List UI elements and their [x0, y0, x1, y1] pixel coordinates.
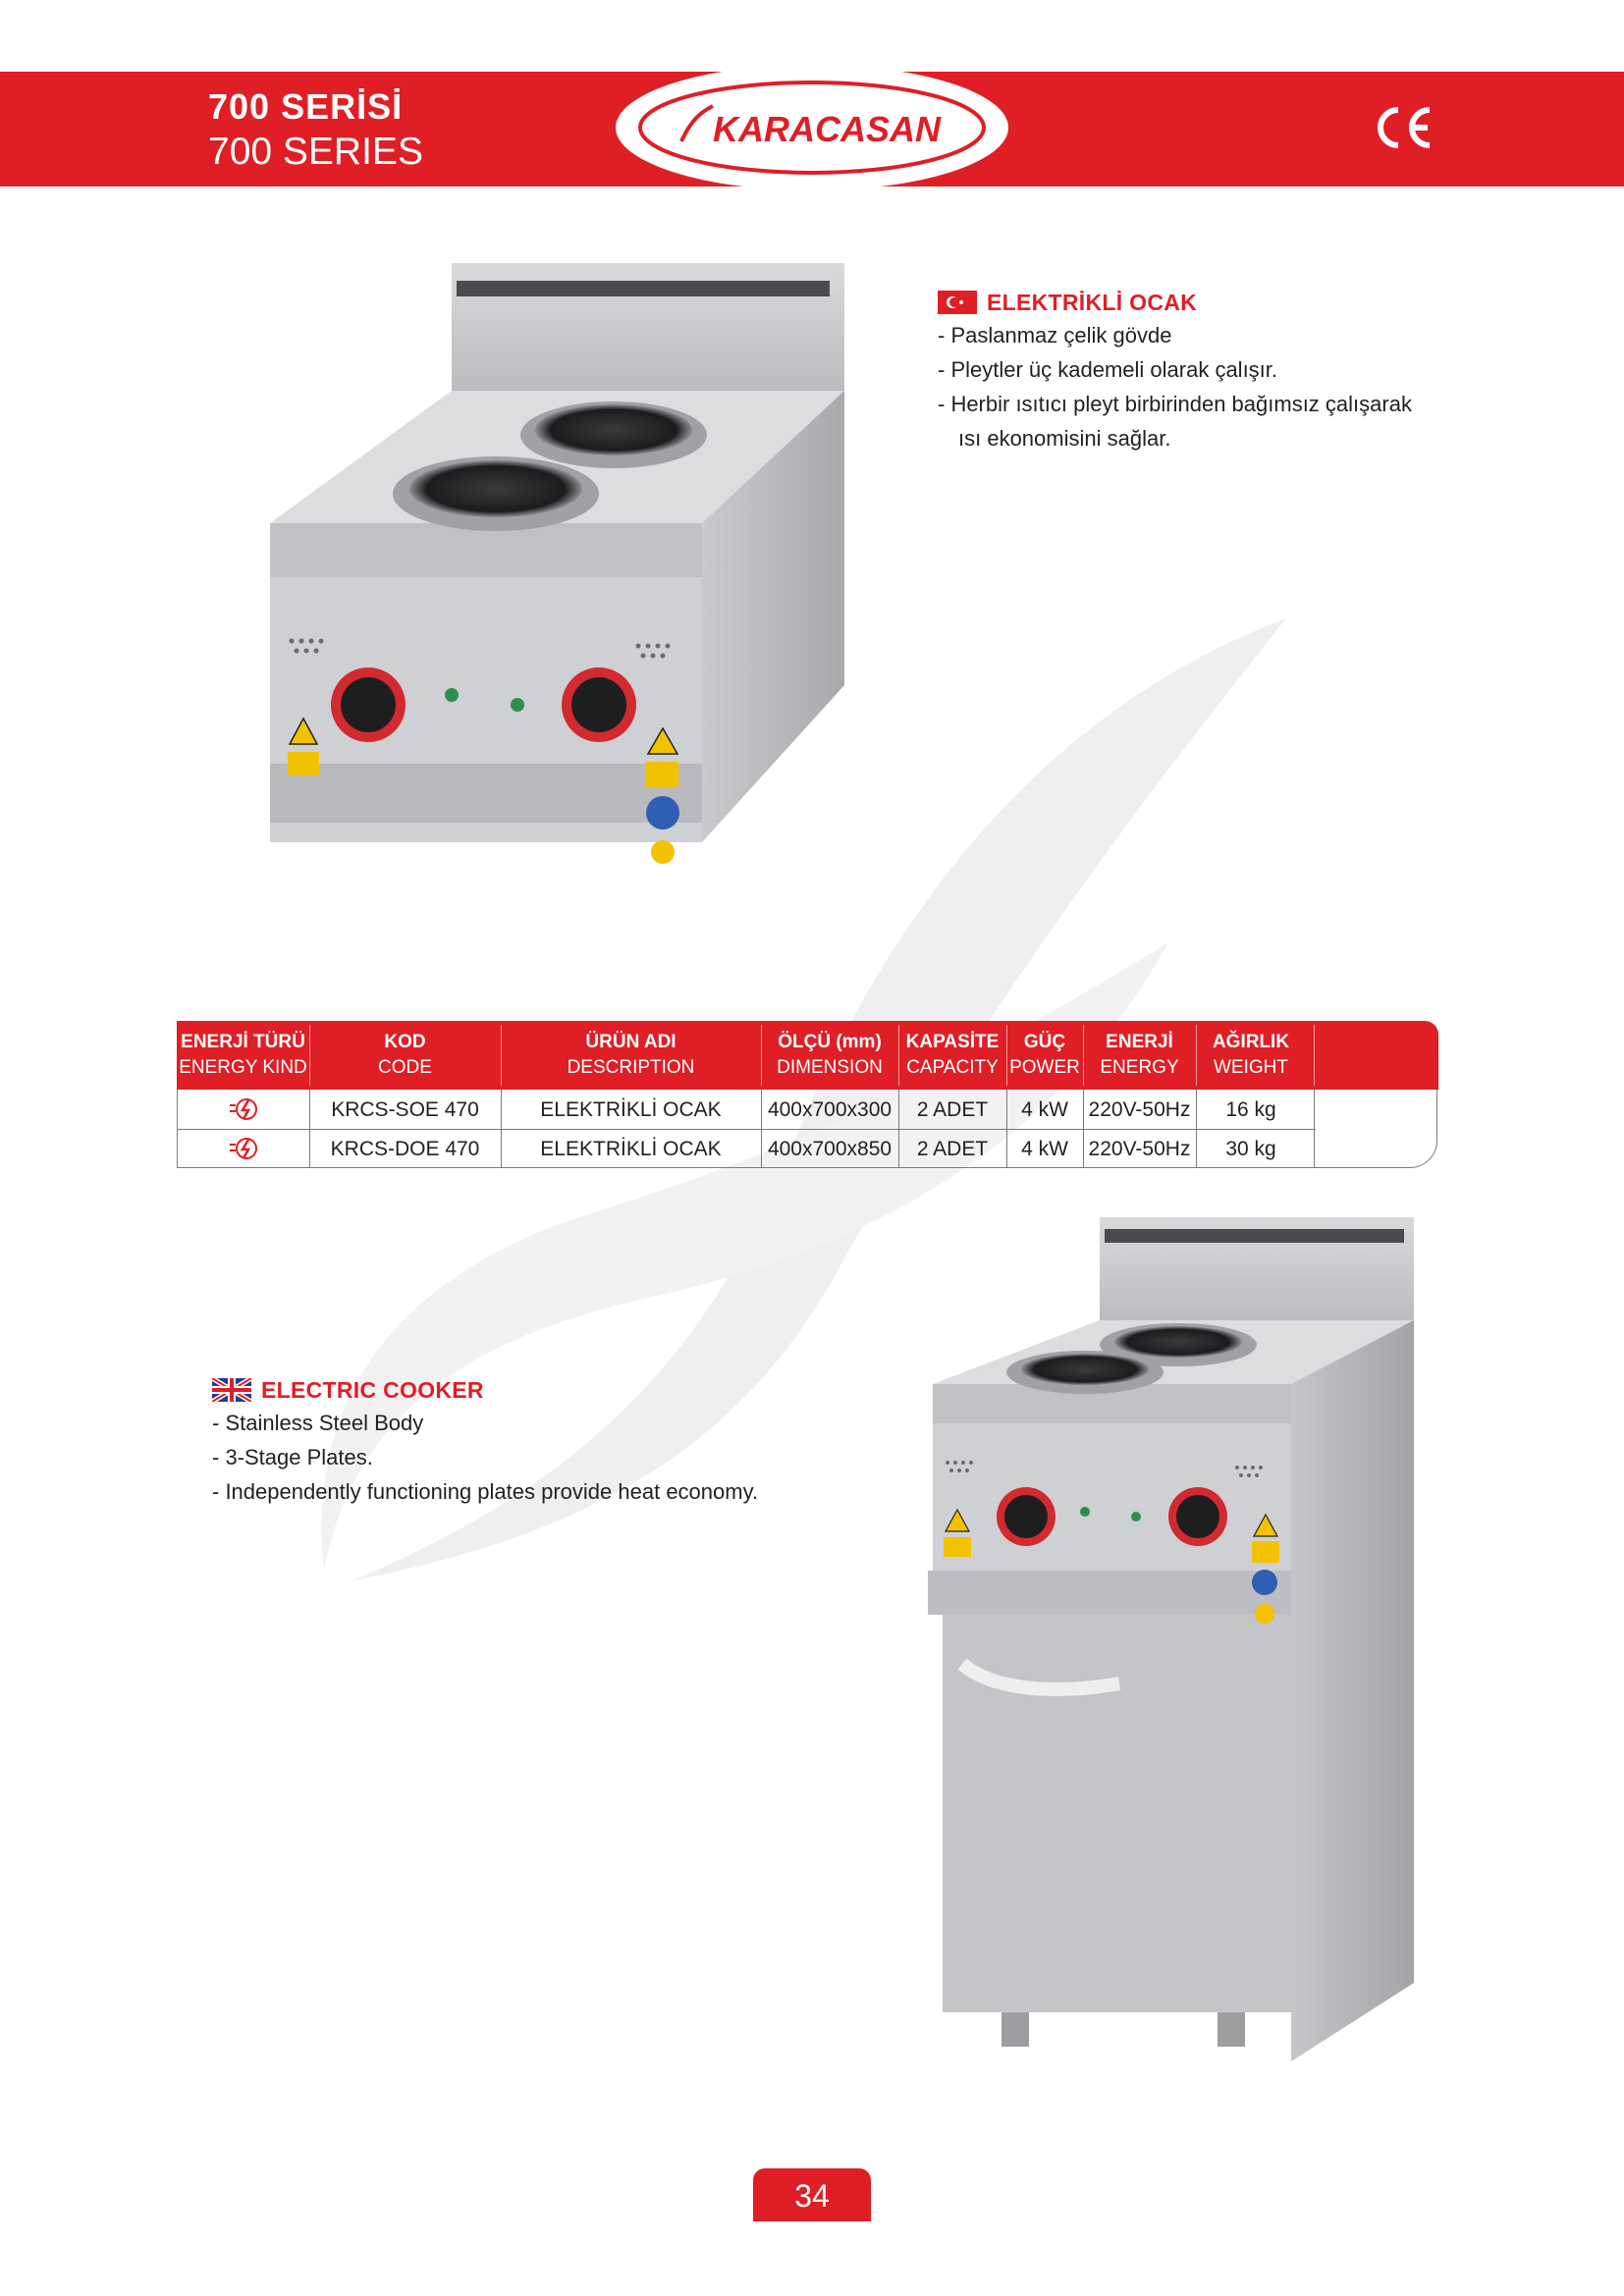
description-en-line: - 3-Stage Plates.	[212, 1445, 373, 1469]
code-cell: KRCS-SOE 470	[331, 1098, 479, 1121]
brand-logo	[611, 61, 1013, 194]
description-tr-title: ELEKTRİKLİ OCAK	[987, 289, 1198, 315]
header-code: KOD CODE	[378, 1032, 432, 1078]
capacity-cell: 2 ADET	[916, 1098, 989, 1121]
description-cell: ELEKTRİKLİ OCAK	[540, 1098, 722, 1121]
capacity-cell: 2 ADET	[916, 1138, 989, 1160]
power-cell: 4 kW	[1021, 1138, 1068, 1160]
ce-mark-icon	[1369, 98, 1437, 157]
header-power: GÜÇ POWER	[1009, 1032, 1080, 1078]
turkey-flag-icon	[938, 291, 977, 314]
header-description: ÜRÜN ADI DESCRIPTION	[567, 1032, 695, 1078]
weight-cell: 16 kg	[1225, 1098, 1276, 1121]
product-image-countertop-cooker	[241, 253, 854, 901]
table-row	[177, 1129, 1316, 1168]
description-tr	[938, 287, 1412, 455]
header-energy-kind: ENERJİ TÜRÜ ENERGY KIND	[179, 1032, 307, 1078]
table-header	[177, 1021, 1438, 1090]
description-tr-line: - Paslanmaz çelik gövde	[938, 323, 1172, 347]
brand-name: KARACASAN	[713, 109, 941, 149]
page-number-tab	[753, 2168, 871, 2221]
uk-flag-icon	[212, 1378, 251, 1402]
header-dimension: ÖLÇÜ (mm) DIMENSION	[777, 1032, 883, 1078]
series-title-tr: 700 SERİSİ	[208, 86, 404, 127]
description-tr-line: ısı ekonomisini sağlar.	[958, 426, 1171, 451]
description-en-line: - Stainless Steel Body	[212, 1411, 424, 1435]
code-cell: KRCS-DOE 470	[330, 1138, 480, 1160]
electric-energy-icon	[228, 1137, 259, 1160]
electric-energy-icon	[228, 1097, 259, 1121]
page-number: 34	[794, 2178, 830, 2214]
description-en-title: ELECTRIC COOKER	[261, 1376, 484, 1403]
energy-cell: 220V-50Hz	[1088, 1098, 1191, 1121]
series-title-en: 700 SERIES	[208, 131, 423, 173]
header-capacity: KAPASİTE CAPACITY	[905, 1032, 1000, 1078]
dimension-cell: 400x700x850	[767, 1138, 893, 1160]
description-tr-line: - Pleytler üç kademeli olarak çalışır.	[938, 357, 1278, 382]
description-en-line: - Independently functioning plates provide heat economy.	[212, 1479, 759, 1504]
header-energy: ENERJİ ENERGY	[1100, 1032, 1179, 1078]
table-row	[177, 1090, 1316, 1130]
power-cell: 4 kW	[1021, 1098, 1068, 1121]
product-image-cabinet-cooker	[918, 1207, 1419, 2061]
description-tr-line: - Herbir ısıtıcı pleyt birbirinden bağımsız çalışarak	[938, 392, 1412, 416]
energy-cell: 220V-50Hz	[1088, 1138, 1191, 1160]
header-weight: AĞIRLIK WEIGHT	[1212, 1032, 1290, 1078]
weight-cell: 30 kg	[1225, 1138, 1276, 1160]
description-cell: ELEKTRİKLİ OCAK	[540, 1138, 722, 1160]
description-en	[212, 1374, 758, 1509]
dimension-cell: 400x700x300	[767, 1098, 893, 1121]
